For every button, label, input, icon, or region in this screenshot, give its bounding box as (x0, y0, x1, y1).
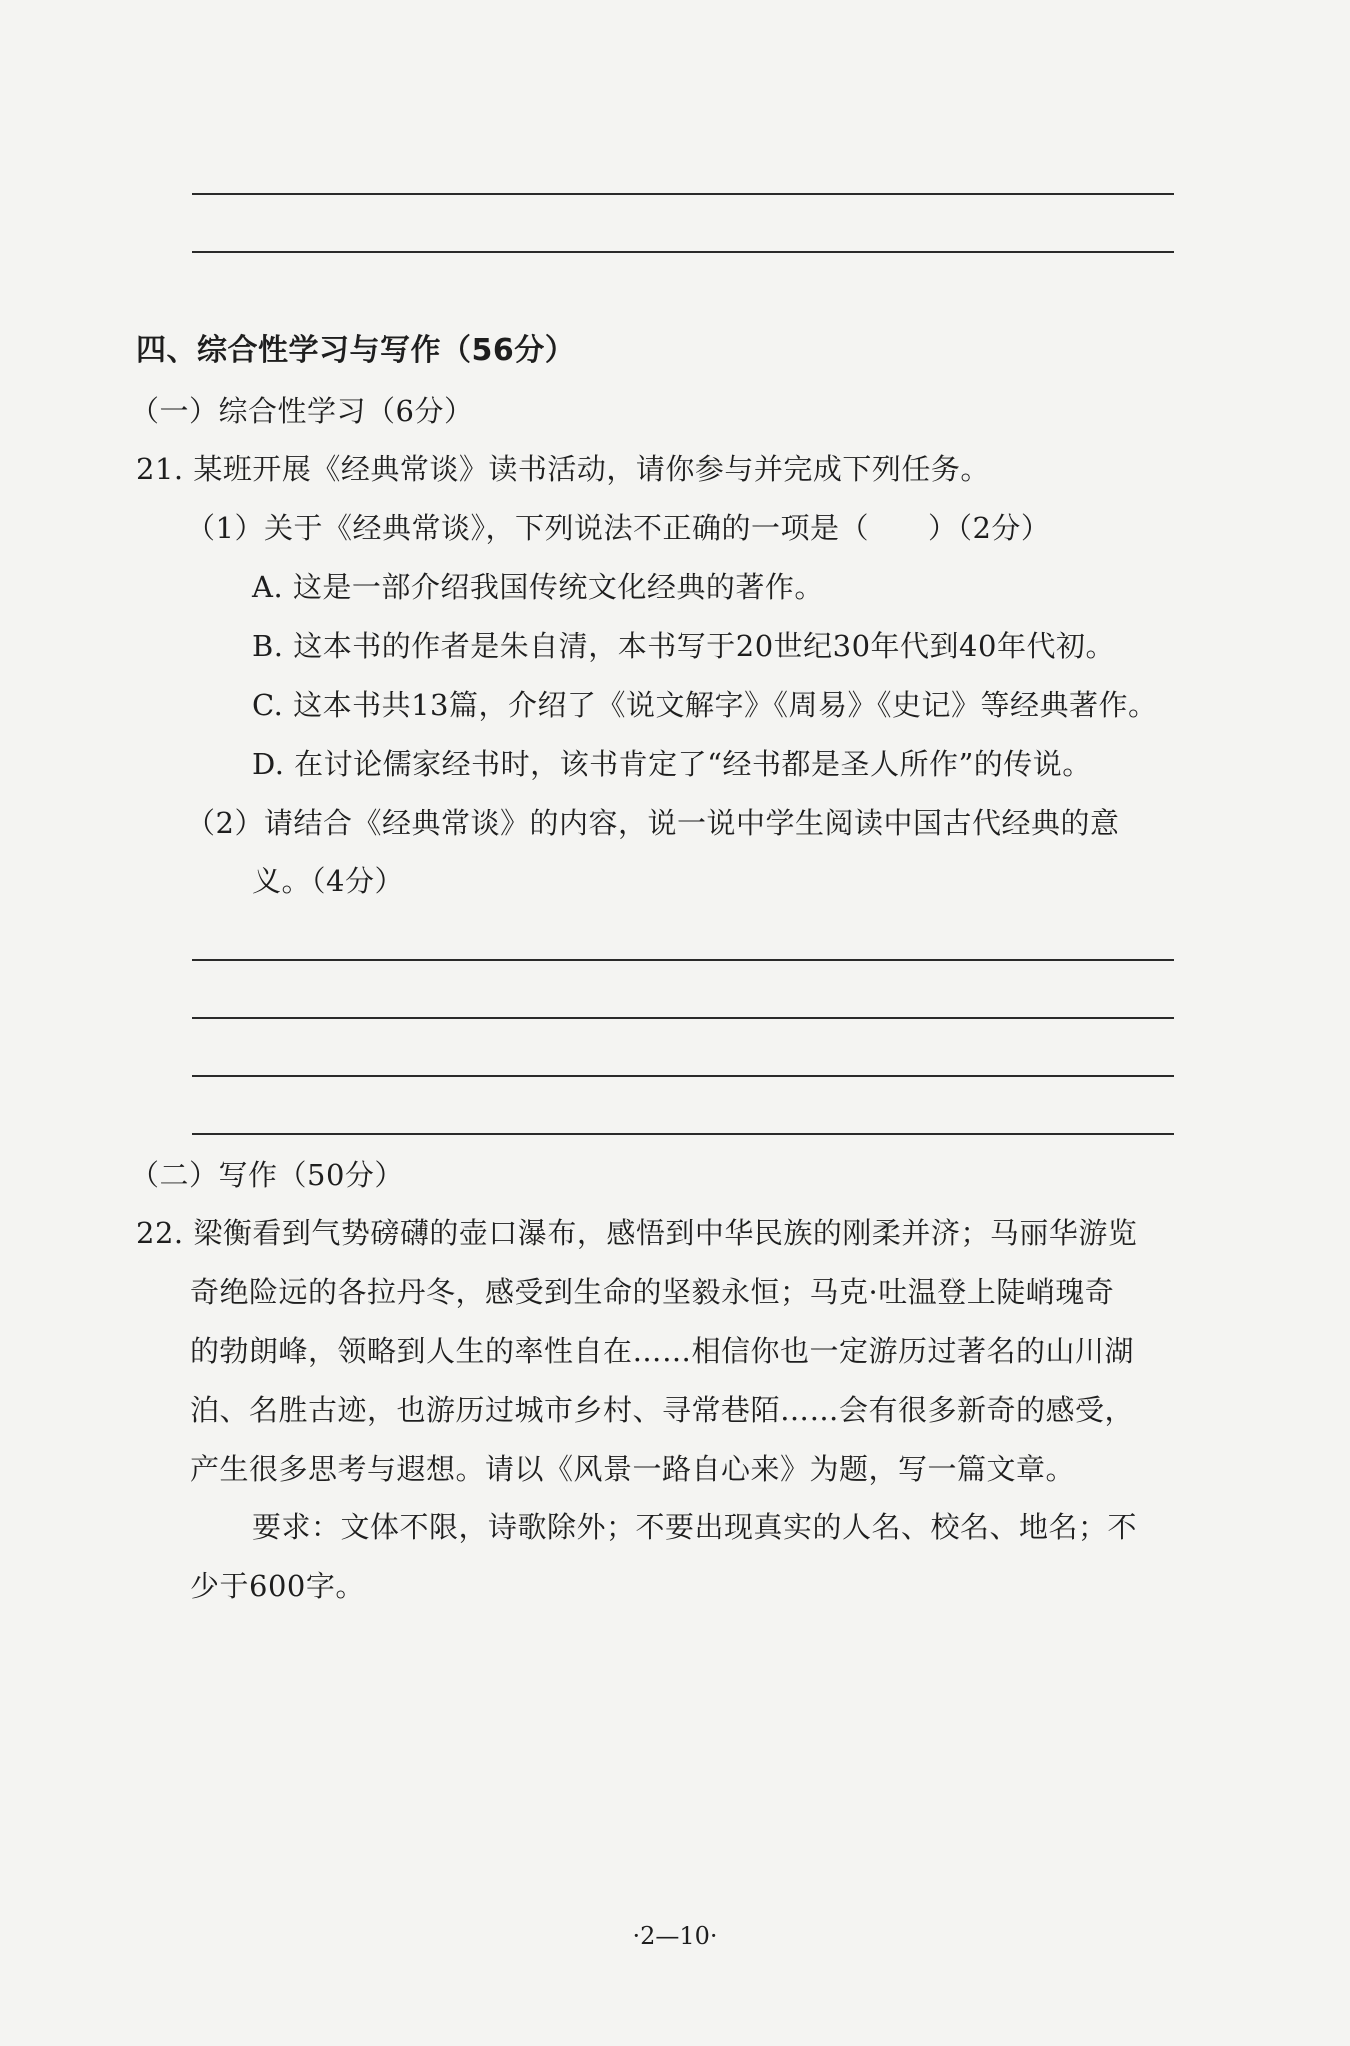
question-21-stem: 21. 某班开展《经典常谈》读书活动，请你参与并完成下列任务。 (136, 452, 990, 486)
part2-heading: （二）写作（50分） (130, 1158, 404, 1192)
writing-requirement-cont: 少于600字。 (190, 1569, 365, 1603)
question-22-line: 泊、名胜古迹，也游历过城市乡村、寻常巷陌……会有很多新奇的感受， (190, 1393, 1135, 1427)
answer-line[interactable] (192, 1075, 1174, 1077)
section-heading: 四、综合性学习与写作（56分） (136, 333, 576, 368)
question-22-line: 产生很多思考与遐想。请以《风景一路自心来》为题，写一篇文章。 (190, 1452, 1076, 1486)
page-number: ·2—10· (632, 1922, 718, 1950)
option-c: C. 这本书共13篇，介绍了《说文解字》《周易》《史记》等经典著作。 (252, 688, 1158, 722)
question-22-line: 的勃朗峰，领略到人生的率性自在……相信你也一定游历过著名的山川湖 (190, 1334, 1135, 1368)
question-21-1-prompt: （1）关于《经典常谈》，下列说法不正确的一项是（ ）（2分） (186, 511, 1051, 545)
answer-line[interactable] (192, 193, 1174, 195)
question-21-2-prompt-cont: 义。（4分） (252, 864, 404, 898)
answer-line[interactable] (192, 1133, 1174, 1135)
answer-line[interactable] (192, 251, 1174, 253)
part1-heading: （一）综合性学习（6分） (130, 394, 474, 428)
option-a: A. 这是一部介绍我国传统文化经典的著作。 (252, 570, 824, 604)
question-22-line: 奇绝险远的各拉丹冬，感受到生命的坚毅永恒；马克·吐温登上陡峭瑰奇 (190, 1275, 1115, 1309)
writing-requirement: 要求：文体不限，诗歌除外；不要出现真实的人名、校名、地名；不 (252, 1510, 1138, 1544)
answer-line[interactable] (192, 959, 1174, 961)
option-d: D. 在讨论儒家经书时，该书肯定了“经书都是圣人所作”的传说。 (252, 747, 1092, 781)
option-b: B. 这本书的作者是朱自清，本书写于20世纪30年代到40年代初。 (252, 629, 1115, 663)
question-22-line: 22. 梁衡看到气势磅礴的壶口瀑布，感悟到中华民族的刚柔并济；马丽华游览 (136, 1216, 1138, 1250)
answer-line[interactable] (192, 1017, 1174, 1019)
question-21-2-prompt: （2）请结合《经典常谈》的内容，说一说中学生阅读中国古代经典的意 (186, 806, 1120, 840)
